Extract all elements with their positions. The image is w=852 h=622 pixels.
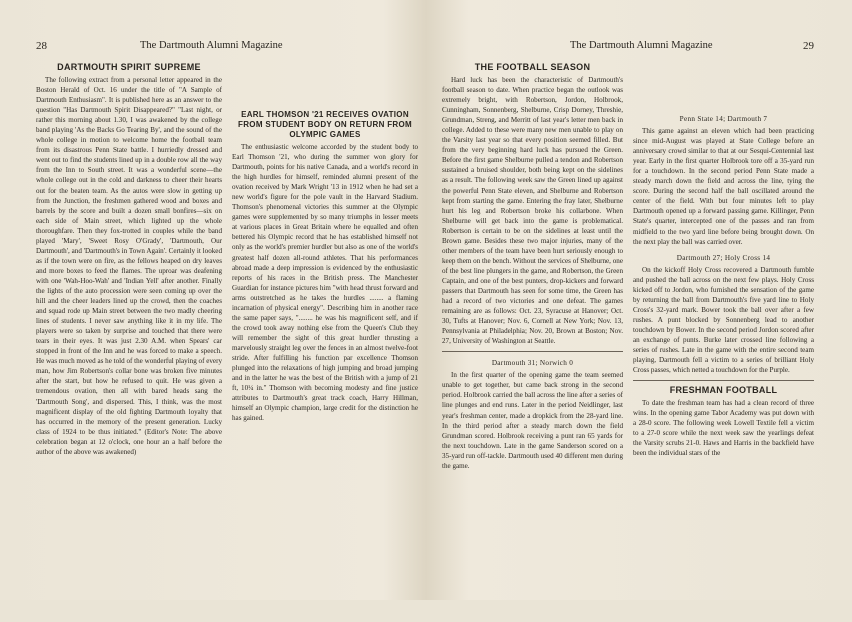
left-column-2 xyxy=(232,62,418,622)
spirit-body: The following extract from a personal letter appeared in the Boston Herald of Oct. 16 under the title of "A Sample of Dartmouth Enthusiasm". It is published here as an answer to the question "Has Dartmouth Spirit Disappeared?" "Last night, or rather this morning about 1.30, I was awakened by the college band playing 'As the Backs Go Tearing By', and the sound of the whole college in motion to welcome home the football team from its disastrous Penn State battle. I hurriedly dressed and went out to find the students lined up in a double row all the way from the Inn to South street. It was a wonderful scene—the whole college out in the cold and darkness to cheer their hearts out for the beaten team. As the autos were slow in getting up from the Junction, the freshmen gathered wood and boxes and barrels by the score and built a dozen small bonfires—six on each side of Main street, which lighted up the whole thoroughfare. Then they fox-trotted in couples while the band played 'Mary', 'Sweet Rosy O'Grady', 'Dartmouth, Our Dartmouth', and 'Dartmouth's in Town Again'. Certainly it looked as if the town were on fire, as the fellows heaped on dry leaves and more boxes to feed the flames. The uproar was deafening with one 'Wah-Hoo-Wah' and 'Indian Yell' after another. Finally the lights of the auto procession were seen coming up over the hill and the cheer leaders lined up the crowd, then the coaches and squad rode up Main street between the two madly cheering lines of students. I never saw anything like it in my life. The players were so taken by surprise and touched that there were tears in their eyes. It was just 2.30 A.M. when Spears' car stopped in front of the Inn and he was forced to make a speech. He was much moved as he told of the wonderful playing of every man, how Jim Robertson's collar bone was broken five minutes after the start, but how he refused to quit. He was given a tremendous ovation, then all with bared heads sang the 'Dartmouth Song', and dispersed. This, I think, was the most magnificent display of the old fighting Dartmouth loyalty that has occurred in the memory of the present generation. Lucky class of 1924 to be thus initiated." (Editor's Note: The above celebration began at 12 o'clock, one hour an a half before the author of the above was awakened) xyxy=(36,76,222,456)
left-page xyxy=(0,0,424,600)
holy-cross-body: On the kickoff Holy Cross recovered a Dartmouth fumble and pushed the ball across on the next few plays. Holy Cross kicked off to Jordon, who furnished the sensation of the game by returning the ball from Dartmouth's five yard line to Holy Cross's 32-yard mark. Bower took the ball over after a few rushes. A punt blocked by Sonnenberg lead to another touchdown by Bower. In the second period Jordon scored after an exchange of punts. Burke later crossed line following a series of rushes. Late in the game with the entire second team playing, Dartmouth fell a victim to a series of brilliant Holy Cross passes, which netted a touchdown for the Purple. xyxy=(633,265,814,375)
left-running-title: The Dartmouth Alumni Magazine xyxy=(140,40,283,51)
penn-state-heading: Penn State 14; Dartmouth 7 xyxy=(679,115,768,123)
thomson-body: The enthusiastic welcome accorded by the student body to Earl Thomson '21, who during the summer won glory for Dartmouth, points for his native Canada, and a world's record in the high hurdles for himself, reminded alumni present of the ovation received by Mark Wright '13 in 1912 when he had set a new world's figure for the pole vault in the Harvard Stadium. Thomson's phenomenal victories this summer at the Olympic games were supplemented by so many triumphs in lesser meets at various places in Great Britain where he equalled and often bettered his Olympic record that he has established himself not only as the world's premier hurdler but also as one of the world's greatest half dozen all-round athletes. That his performances abroad made a deep impression is evidenced by the enthusiastic reports of his races in the British press. The Manchester Guardian for instance pictures him "with head thrust forward and arms outstretched as he takes the hurdles ........ a flaming incarnation of physical energy". Describing him in another race the same paper says, "........ he was his magnificent self, and if the crowd took away nothing else from the Queen's Club they will remember the sight of this great hurdler thrusting a marvelously straight leg over the fences in an almost twelve-foot stride. After fulfilling his function par excellence Thomson plunged into the relaxations of high jumping and broad jumping and in the latter he was the best of the British with a jump of 21 ft, 10¼ in." Thomson with becoming modesty and fine justice attributes to Dartmouth's great track coach, Harry Hillman, himself an Olympic champion, large credit for the distinction he has gained. xyxy=(232,143,418,423)
right-running-title: The Dartmouth Alumni Magazine xyxy=(570,40,713,51)
divider xyxy=(633,380,814,381)
norwich-body: In the first quarter of the opening game the team seemed unable to get together, but came back strong in the second period. Holbrook carried the ball across the line after a series of line plunges and end runs. Later in the period Neidlinger, last year's freshman center, made a dropkick from the 28-yard line. In the third period after a steady march down the field Grundman scored. Holbrook receiving a punt ran 65 yards for the next touchdown. Late in the game Sanderson scored on a 35-yard run off-tackle. Dartmouth used 40 different men during the game. xyxy=(442,371,623,470)
right-page xyxy=(428,0,852,600)
football-heading: THE FOOTBALL SEASON xyxy=(474,62,591,72)
divider xyxy=(442,351,623,352)
left-running-header xyxy=(36,40,418,62)
left-column-1 xyxy=(36,62,222,622)
right-column-1 xyxy=(442,62,623,622)
freshman-heading: FRESHMAN FOOTBALL xyxy=(669,385,778,396)
thomson-heading: EARL THOMSON '21 RECEIVES OVATION FROM STUDENT BODY ON RETURN FROM OLYMPIC GAMES xyxy=(238,110,412,139)
left-page-number: 28 xyxy=(36,40,47,52)
right-column-2 xyxy=(633,62,814,622)
right-page-number: 29 xyxy=(803,40,814,52)
right-running-header xyxy=(442,40,814,62)
football-body: Hard luck has been the characteristic of Dartmouth's football season to date. When practice began the outlook was extremely bright, with Robertson, Jordon, Holbrook, Cunningham, Sonnenberg, Shelburne, Crisp Dorney, Threshie, Grundman, Streng, and Merritt of last year's letter men back in college. Added to these were many new men unable to play on the Varsity last year so that every position seemed filled. But from the very beginning hard luck has pursued the Green. Before the first game Shelburne pulled a tendon and Robertson sustained a bruised shoulder, both being kept on the sidelines as a result. The following week saw the Green lined up against the powerful Penn State eleven, and Shelburne and Robertson kept from starting the game. Entering the fray later, Shelburne hurt his leg and Robertson broke his collarbone. When Shelburne will get back into the game is problematical. Robertson is certain to be on the sidelines at least until the Brown game. Besides these two major injuries, many of the other members of the team have been hurt seriously enough to keep them on the bench. Without the services of Shelburne, one of the best line plungers in the game, and Robertson, the Green Captain, and one of the best punters, drop-kickers and forward passers that Dartmouth has seen for some time, the Green has had a record of two victories and one defeat. The games remaining are as follows: Oct. 23, Syracuse at Hanover; Oct. 30, Tufts at Hanover; Nov. 6, Cornell at New York; Nov. 13, Pennsylvania at Philadelphia; Nov. 20, Brown at Boston; Nov. 27, University of Washington at Seattle. xyxy=(442,76,623,346)
norwich-heading: Dartmouth 31; Norwich 0 xyxy=(491,359,574,368)
freshman-body: To date the freshman team has had a clean record of three wins. In the opening game Tabor Academy was put down with a 28-0 score. The following week Lowell Textile fell a victim to a 27-0 score while the next week saw the yearlings defeat the Varsity scrubs 21-0. Haws and Harris in the backfield have been the individual stars of the xyxy=(633,399,814,458)
penn-state-body: This game against an eleven which had been practicing since mid-August was played at State College before an anniversary crowd similar to that at our Sesqui-Centennial last year. Early in the first quarter Holbrook tore off a 35-yard run for a touchdown. In the second period Penn State made a steady march down the field and across the line, tying the score. During the second half the ball oscillated around the center of the field. With but four minutes left to play Dartmouth opened up a forward passing game. Killinger, Penn State's quarter, intercepted one of the passes and ran from midfield to the two yard line before being brought down. On the next play the ball was carried over. xyxy=(633,127,814,246)
spirit-heading: DARTMOUTH SPIRIT SUPREME xyxy=(57,62,201,72)
holy-cross-heading: Dartmouth 27; Holy Cross 14 xyxy=(676,253,771,262)
